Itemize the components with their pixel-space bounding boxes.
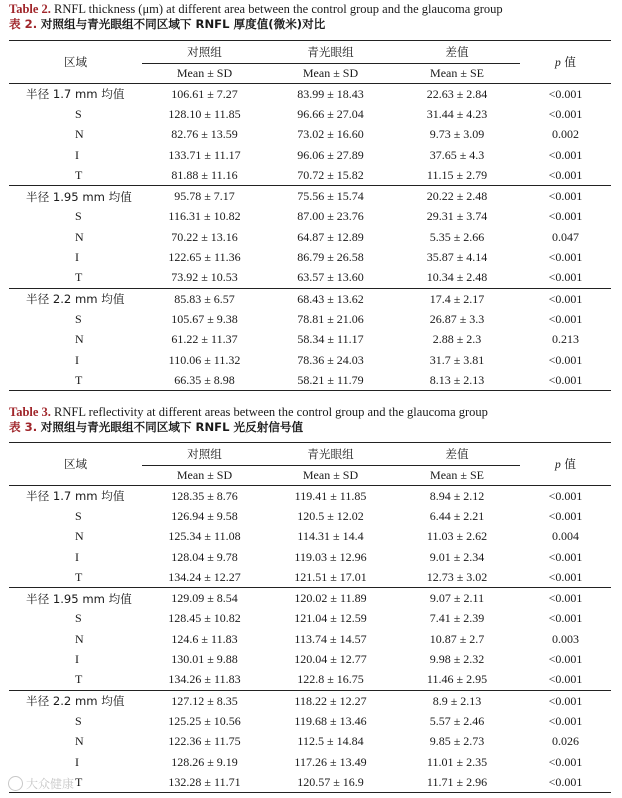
- header-glaucoma-sub: Mean ± SD: [267, 466, 394, 486]
- cell-p: <0.001: [548, 311, 583, 326]
- row-area: N: [75, 229, 84, 244]
- table-row: [9, 506, 611, 526]
- cell-p: 0.003: [552, 631, 579, 646]
- cell-control: 130.01 ± 9.88: [171, 652, 238, 667]
- table-row: [9, 104, 611, 124]
- table2-title-en: RNFL thickness (μm) at different area between the control group and the glaucoma group: [54, 2, 503, 16]
- table3-group-1.7: [9, 486, 611, 588]
- row-area: 半径 1.7 mm 均值: [26, 87, 125, 102]
- cell-p: <0.001: [520, 772, 611, 793]
- cell-control: 122.65 ± 11.36: [168, 250, 241, 265]
- cell-p: <0.001: [548, 106, 583, 121]
- cell-diff: 9.85 ± 2.73: [429, 734, 485, 749]
- row-area: 半径 2.2 mm 均值: [9, 690, 142, 711]
- cell-p: <0.001: [548, 569, 583, 584]
- cell-glaucoma: 121.51 ± 17.01: [294, 569, 367, 584]
- table-row: [9, 165, 611, 186]
- cell-control: 66.35 ± 8.98: [142, 370, 267, 391]
- cell-p: <0.001: [548, 270, 583, 285]
- cell-glaucoma: 68.43 ± 13.62: [267, 288, 394, 309]
- cell-diff: 20.22 ± 2.48: [394, 186, 520, 207]
- watermark: [8, 775, 74, 792]
- table-row: [9, 84, 611, 105]
- cell-diff: 5.35 ± 2.66: [429, 229, 485, 244]
- row-area: S: [75, 713, 82, 728]
- cell-glaucoma: 83.99 ± 18.43: [297, 86, 364, 101]
- table-row: [9, 752, 611, 772]
- cell-glaucoma: 121.04 ± 12.59: [294, 611, 367, 626]
- cell-diff: 10.87 ± 2.7: [429, 631, 485, 646]
- table-row: [9, 567, 611, 588]
- cell-control: 128.04 ± 9.78: [171, 549, 238, 564]
- cell-p: <0.001: [520, 186, 611, 207]
- cell-control: 134.26 ± 11.83: [168, 672, 241, 687]
- cell-p: <0.001: [548, 713, 583, 728]
- header-glaucoma: 青光眼组: [267, 443, 394, 466]
- row-area: N: [75, 734, 84, 749]
- header-diff: 差值: [394, 41, 520, 64]
- cell-diff: 7.41 ± 2.39: [429, 611, 485, 626]
- header-control-sub: Mean ± SD: [142, 466, 267, 486]
- cell-diff: 11.46 ± 2.95: [426, 672, 488, 687]
- cell-glaucoma: 119.68 ± 13.46: [294, 713, 367, 728]
- row-area: S: [75, 311, 82, 326]
- table-row: [9, 690, 611, 711]
- header-control: 对照组: [142, 41, 267, 64]
- cell-glaucoma: 122.8 ± 16.75: [297, 672, 364, 687]
- cell-p: <0.001: [520, 288, 611, 309]
- row-area: S: [75, 209, 82, 224]
- cell-diff: 9.07 ± 2.11: [394, 588, 520, 609]
- row-area: N: [75, 529, 84, 544]
- cell-p: <0.001: [520, 370, 611, 391]
- cell-glaucoma: 113.74 ± 14.57: [294, 631, 367, 646]
- cell-glaucoma: 70.72 ± 15.82: [297, 167, 364, 182]
- cell-glaucoma: 87.00 ± 23.76: [297, 209, 364, 224]
- row-area: I: [75, 250, 79, 265]
- cell-diff: 12.73 ± 3.02: [426, 569, 488, 584]
- cell-glaucoma: 58.21 ± 11.79: [267, 370, 394, 391]
- cell-control: 133.71 ± 11.17: [168, 147, 241, 162]
- cell-glaucoma: 78.81 ± 21.06: [297, 311, 364, 326]
- table-row: [9, 227, 611, 247]
- cell-diff: 35.87 ± 4.14: [426, 250, 488, 265]
- cell-control: 110.06 ± 11.32: [168, 352, 241, 367]
- cell-control: 128.26 ± 9.19: [171, 754, 238, 769]
- watermark-logo-icon: [8, 776, 23, 791]
- cell-diff: 8.94 ± 2.12: [429, 488, 485, 503]
- cell-control: 132.28 ± 11.71: [142, 772, 267, 793]
- table-row: [9, 207, 611, 227]
- table-row: [9, 547, 611, 567]
- cell-glaucoma: 120.04 ± 12.77: [294, 652, 367, 667]
- cell-glaucoma: 96.66 ± 27.04: [297, 106, 364, 121]
- cell-glaucoma: 96.06 ± 27.89: [297, 147, 364, 162]
- table3-group-2.2: [9, 690, 611, 792]
- row-area: N: [75, 631, 84, 646]
- cell-glaucoma: 118.22 ± 12.27: [267, 690, 394, 711]
- table2-title-cn: 对照组与青光眼组不同区域下 RNFL 厚度值(微米)对比: [40, 17, 326, 31]
- table-row: [9, 609, 611, 629]
- cell-glaucoma: 112.5 ± 14.84: [297, 734, 364, 749]
- cell-p: <0.001: [520, 690, 611, 711]
- cell-diff: 31.44 ± 4.23: [426, 106, 488, 121]
- table-row: [9, 732, 611, 752]
- cell-p: <0.001: [548, 488, 583, 503]
- cell-glaucoma: 58.34 ± 11.17: [297, 332, 364, 347]
- cell-control: 81.88 ± 11.16: [171, 167, 238, 182]
- table-row: [9, 588, 611, 609]
- cell-diff: 17.4 ± 2.17: [394, 288, 520, 309]
- table-row: [9, 772, 611, 793]
- cell-glaucoma: 120.5 ± 12.02: [297, 508, 364, 523]
- table2: [9, 40, 611, 391]
- cell-diff: 9.01 ± 2.34: [429, 549, 485, 564]
- table-row: [9, 527, 611, 547]
- cell-control: 128.35 ± 8.76: [171, 488, 238, 503]
- table3-caption-cn: [9, 420, 303, 435]
- row-area: T: [9, 370, 142, 391]
- header-control-sub: Mean ± SD: [142, 64, 267, 84]
- table-row: [9, 309, 611, 329]
- table2-group-1.95: [9, 186, 611, 288]
- table2-caption-cn: [9, 17, 325, 32]
- row-area: T: [75, 270, 83, 285]
- cell-glaucoma: 119.41 ± 11.85: [294, 488, 367, 503]
- table-row: [9, 649, 611, 669]
- cell-control: 128.45 ± 10.82: [168, 611, 241, 626]
- cell-control: 61.22 ± 11.37: [171, 332, 238, 347]
- header-area: 区域: [9, 443, 142, 486]
- row-area: N: [75, 332, 84, 347]
- cell-p: <0.001: [548, 672, 583, 687]
- cell-control: 73.92 ± 10.53: [171, 270, 238, 285]
- cell-glaucoma: 63.57 ± 13.60: [297, 270, 364, 285]
- table-row: [9, 330, 611, 350]
- cell-p: <0.001: [548, 611, 583, 626]
- cell-p: <0.001: [520, 588, 611, 609]
- row-area: 半径 1.7 mm 均值: [26, 489, 125, 504]
- header-diff-sub: Mean ± SE: [394, 64, 520, 84]
- table-row: [9, 247, 611, 267]
- header-diff: 差值: [394, 443, 520, 466]
- row-area: I: [75, 549, 79, 564]
- cell-diff: 6.44 ± 2.21: [429, 508, 485, 523]
- cell-glaucoma: 117.26 ± 13.49: [294, 754, 367, 769]
- cell-diff: 9.73 ± 3.09: [429, 127, 485, 142]
- cell-p: 0.026: [552, 734, 579, 749]
- table-row: [9, 288, 611, 309]
- cell-diff: 8.9 ± 2.13: [394, 690, 520, 711]
- row-area: S: [75, 508, 82, 523]
- cell-control: 106.61 ± 7.27: [171, 86, 238, 101]
- cell-diff: 11.01 ± 2.35: [426, 754, 488, 769]
- cell-diff: 8.13 ± 2.13: [394, 370, 520, 391]
- cell-control: 122.36 ± 11.75: [168, 734, 241, 749]
- cell-control: 70.22 ± 13.16: [171, 229, 238, 244]
- cell-glaucoma: 75.56 ± 15.74: [267, 186, 394, 207]
- row-area: 半径 1.95 mm 均值: [9, 588, 142, 609]
- table3-title-en: RNFL reflectivity at different areas between the control group and the glaucoma group: [54, 405, 488, 419]
- row-area: N: [75, 127, 84, 142]
- row-area: I: [75, 652, 79, 667]
- cell-p: <0.001: [548, 508, 583, 523]
- header-p: p 值: [520, 443, 611, 486]
- cell-glaucoma: 120.02 ± 11.89: [267, 588, 394, 609]
- cell-glaucoma: 86.79 ± 26.58: [297, 250, 364, 265]
- table3-label-cn: 表 3.: [9, 420, 38, 434]
- cell-p: 0.047: [552, 229, 579, 244]
- header-area: 区域: [9, 41, 142, 84]
- table2-caption-en: [9, 2, 503, 17]
- table-row: [9, 670, 611, 691]
- cell-p: <0.001: [548, 167, 583, 182]
- cell-control: 105.67 ± 9.38: [171, 311, 238, 326]
- cell-p: 0.004: [552, 529, 579, 544]
- cell-p: <0.001: [548, 754, 583, 769]
- table2-label-cn: 表 2.: [9, 17, 38, 31]
- cell-diff: 29.31 ± 3.74: [426, 209, 488, 224]
- cell-control: 129.09 ± 8.54: [142, 588, 267, 609]
- cell-p: <0.001: [548, 86, 583, 101]
- table3: [9, 442, 611, 793]
- row-area: 半径 1.95 mm 均值: [9, 186, 142, 207]
- header-glaucoma: 青光眼组: [267, 41, 394, 64]
- table-row: [9, 145, 611, 165]
- table3-caption-en: [9, 405, 488, 420]
- cell-diff: 11.15 ± 2.79: [426, 167, 488, 182]
- header-glaucoma-sub: Mean ± SD: [267, 64, 394, 84]
- cell-diff: 22.63 ± 2.84: [426, 86, 488, 101]
- table-row: [9, 629, 611, 649]
- cell-control: 116.31 ± 10.82: [168, 209, 241, 224]
- cell-glaucoma: 120.57 ± 16.9: [267, 772, 394, 793]
- cell-diff: 2.88 ± 2.3: [432, 332, 482, 347]
- cell-p: 0.213: [552, 332, 579, 347]
- table-row: [9, 125, 611, 145]
- cell-diff: 11.03 ± 2.62: [426, 529, 488, 544]
- cell-control: 125.25 ± 10.56: [168, 713, 241, 728]
- row-area: T: [9, 772, 142, 793]
- table3-group-1.95: [9, 588, 611, 690]
- row-area: T: [75, 167, 83, 182]
- table2-label-en: Table 2.: [9, 2, 51, 16]
- table-row: [9, 711, 611, 731]
- cell-control: 95.78 ± 7.17: [142, 186, 267, 207]
- cell-control: 134.24 ± 12.27: [168, 569, 241, 584]
- row-area: I: [75, 147, 79, 162]
- table2-group-2.2: [9, 288, 611, 390]
- cell-control: 82.76 ± 13.59: [171, 127, 238, 142]
- cell-control: 128.10 ± 11.85: [168, 106, 241, 121]
- cell-p: <0.001: [548, 250, 583, 265]
- table3-title-cn: 对照组与青光眼组不同区域下 RNFL 光反射信号值: [40, 420, 304, 434]
- cell-p: <0.001: [548, 209, 583, 224]
- cell-diff: 5.57 ± 2.46: [429, 713, 485, 728]
- cell-p: <0.001: [548, 147, 583, 162]
- row-area: S: [75, 106, 82, 121]
- cell-diff: 26.87 ± 3.3: [429, 311, 485, 326]
- cell-diff: 9.98 ± 2.32: [429, 652, 485, 667]
- cell-glaucoma: 119.03 ± 12.96: [294, 549, 367, 564]
- table3-label-en: Table 3.: [9, 405, 51, 419]
- row-area: T: [75, 569, 83, 584]
- cell-diff: 37.65 ± 4.3: [429, 147, 485, 162]
- table2-group-1.7: [9, 84, 611, 186]
- row-area: S: [75, 611, 82, 626]
- row-area: I: [75, 754, 79, 769]
- cell-p: <0.001: [548, 352, 583, 367]
- cell-glaucoma: 78.36 ± 24.03: [297, 352, 364, 367]
- cell-glaucoma: 114.31 ± 14.4: [297, 529, 364, 544]
- cell-diff: 11.71 ± 2.96: [394, 772, 520, 793]
- table-row: [9, 350, 611, 370]
- row-area: T: [75, 672, 83, 687]
- header-diff-sub: Mean ± SE: [394, 466, 520, 486]
- cell-p: 0.002: [552, 127, 579, 142]
- cell-glaucoma: 64.87 ± 12.89: [297, 229, 364, 244]
- cell-diff: 10.34 ± 2.48: [426, 270, 488, 285]
- row-area: 半径 2.2 mm 均值: [9, 288, 142, 309]
- cell-control: 127.12 ± 8.35: [142, 690, 267, 711]
- cell-control: 125.34 ± 11.08: [168, 529, 241, 544]
- cell-control: 124.6 ± 11.83: [171, 631, 238, 646]
- cell-control: 126.94 ± 9.58: [171, 508, 238, 523]
- header-control: 对照组: [142, 443, 267, 466]
- cell-diff: 31.7 ± 3.81: [429, 352, 485, 367]
- table-row: [9, 268, 611, 289]
- watermark-text: 大众健康: [26, 777, 75, 791]
- cell-p: <0.001: [548, 549, 583, 564]
- header-p: p 值: [520, 41, 611, 84]
- table-row: [9, 370, 611, 391]
- row-area: I: [75, 352, 79, 367]
- table-row: [9, 486, 611, 507]
- cell-glaucoma: 73.02 ± 16.60: [297, 127, 364, 142]
- cell-control: 85.83 ± 6.57: [142, 288, 267, 309]
- cell-p: <0.001: [548, 652, 583, 667]
- table-row: [9, 186, 611, 207]
